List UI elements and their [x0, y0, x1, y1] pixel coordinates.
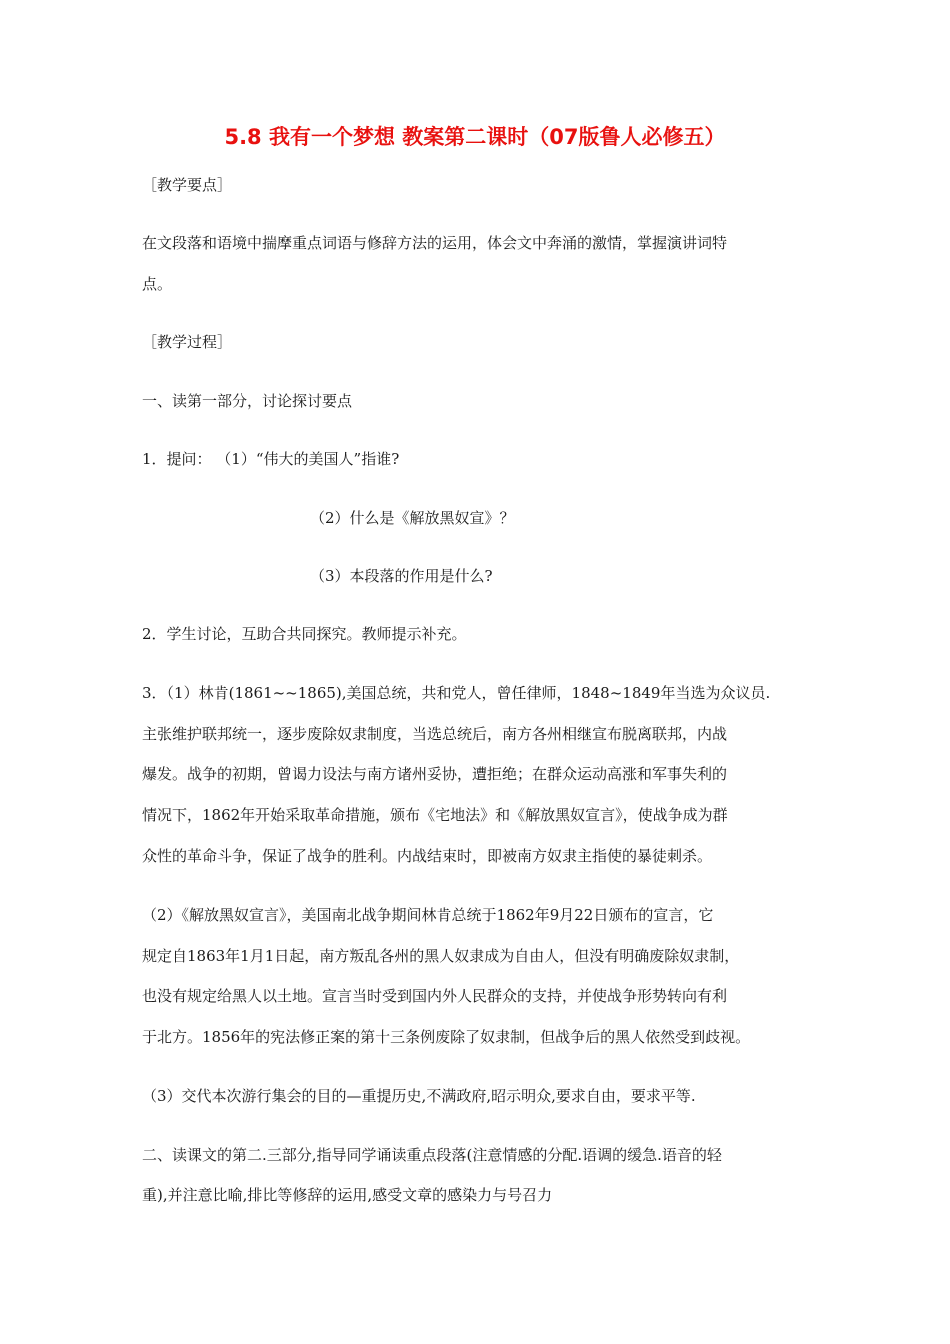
part-two-line: 二、读课文的第二.三部分,指导同学诵读重点段落(注意情感的分配.语调的缓急.语音的轻: [142, 1146, 722, 1164]
question-line: （2）什么是《解放黑奴宣》？: [310, 509, 515, 527]
item-three-b-line: （2）《解放黑奴宣言》，美国南北战争期间林肯总统于1862年9月22日颁布的宣言，它: [142, 906, 714, 924]
document-title: 5.8 我有一个梦想 教案第二课时（07版鲁人必修五）: [224, 125, 726, 149]
item-three-b-line: 规定自1863年1月1日起，南方叛乱各州的黑人奴隶成为自由人，但没有明确废除奴隶制，: [142, 947, 740, 965]
part-one-heading: 一、读第一部分，讨论探讨要点: [142, 392, 353, 410]
item-three-line: 众性的革命斗争，保证了战争的胜利。内战结束时，即被南方奴隶主指使的暴徒刺杀。: [142, 847, 713, 865]
question-line: （3）本段落的作用是什么?: [310, 567, 493, 585]
goals-paragraph-line: 在文段落和语境中揣摩重点词语与修辞方法的运用，体会文中奔涌的激情，掌握演讲词特: [142, 234, 728, 252]
goals-paragraph-line: 点。: [142, 275, 173, 293]
item-three-line: 情况下，1862年开始采取革命措施，颁布《宅地法》和《解放黑奴宣言》，使战争成为群: [142, 806, 728, 824]
part-two-line: 重),并注意比喻,排比等修辞的运用,感受文章的感染力与号召力: [142, 1186, 553, 1204]
item-three-b-line: 于北方。1856年的宪法修正案的第十三条例废除了奴隶制，但战争后的黑人依然受到歧视。: [142, 1028, 751, 1046]
item-three-c: （3）交代本次游行集会的目的—重提历史,不满政府,昭示明众,要求自由，要求平等.: [142, 1087, 696, 1105]
item-three-line: 爆发。战争的初期，曾谒力设法与南方诸州妥协，遭拒绝；在群众运动高涨和军事失利的: [142, 765, 728, 783]
item-three-line: 主张维护联邦统一，逐步废除奴隶制度，当选总统后，南方各州相继宣布脱离联邦，内战: [142, 725, 728, 743]
item-three-b-line: 也没有规定给黑人以土地。宣言当时受到国内外人民群众的支持，并使战争形势转向有利: [142, 987, 728, 1005]
question-line: 1．提问： （1）“伟大的美国人”指谁?: [142, 450, 400, 468]
item-three-line: 3．（1）林肯(1861~~1865),美国总统，共和党人，曾任律师，1848~1849年当选为众议员.: [142, 684, 771, 702]
section-heading-process: ［教学过程］: [142, 333, 233, 351]
section-heading-goals: ［教学要点］: [142, 176, 233, 194]
item-two: 2．学生讨论，互助合共同探究。教师提示补充。: [142, 625, 467, 643]
